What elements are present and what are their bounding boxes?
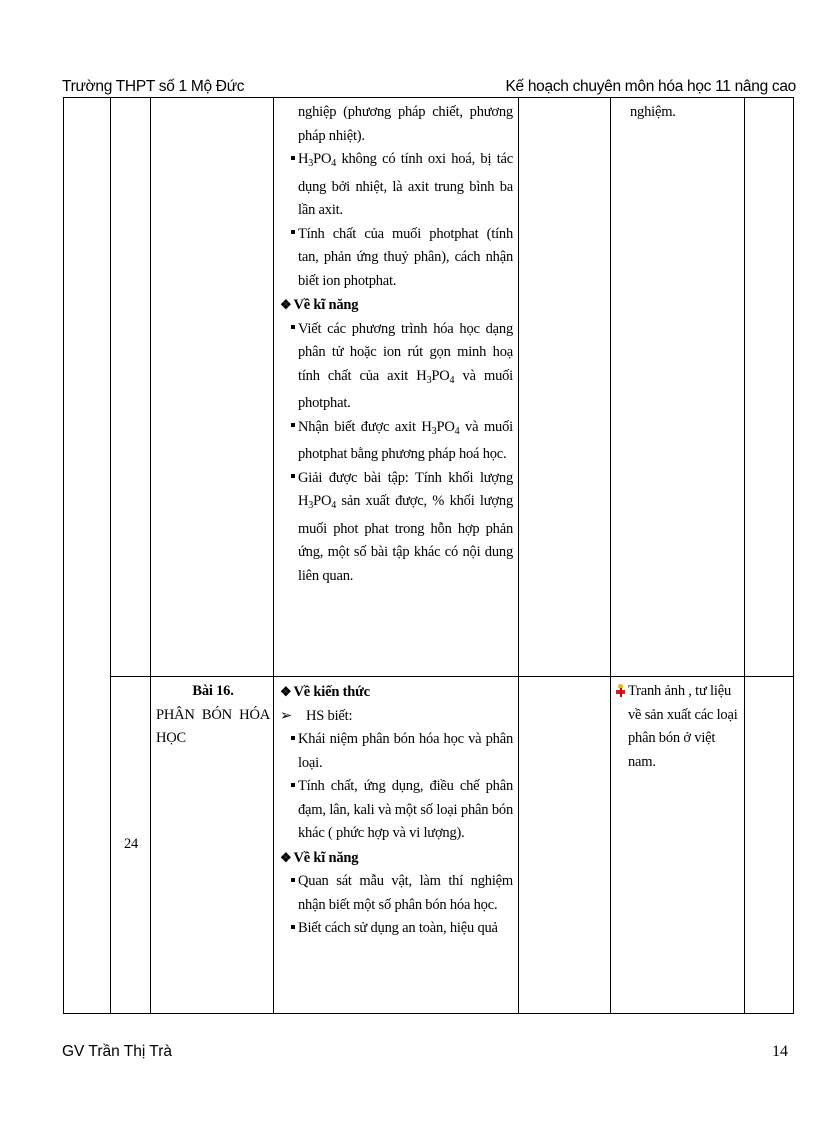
lesson-title: Bài 16. <box>192 683 234 699</box>
col-divider-1 <box>110 97 111 1013</box>
col-divider-5 <box>610 97 611 1013</box>
row2-content-cell <box>280 680 513 941</box>
row2-number: 24 <box>123 836 139 852</box>
skill-bullet: Viết các phương trình hóa học dạng phân tử hoặc ion rút gọn minh hoạ tính chất của axit $H_3PO_4$ và muối photphat. <box>280 318 513 416</box>
content-bullet: $H_3PO_4$ không có tính oxi hoá, bị tác dụng bởi nhiệt, là axit trung bình ba lần axit. <box>280 148 513 223</box>
arrow-icon: ➢ <box>280 707 292 724</box>
skill-bullet: Nhận biết được axit $H_3PO_4$ và muối photphat bằng phương pháp hoá học. <box>280 416 513 467</box>
row-divider <box>110 676 794 677</box>
knowledge-bullet: Khái niệm phân bón hóa học và phân loại. <box>280 728 513 775</box>
skill-bullet: Biết cách sử dụng an toàn, hiệu quả <box>280 917 513 941</box>
lesson-name: PHÂN BÓN HÓA HỌC <box>156 706 270 746</box>
knowledge-bullet: Tính chất, ứng dụng, điều chế phân đạm, lân, kali và một số loại phân bón khác ( phức hợp và vi lượng). <box>280 775 513 846</box>
content-line: nghiệp (phương pháp chiết, phương pháp nhiệt). <box>298 104 513 144</box>
col-divider-6 <box>744 97 745 1013</box>
row1-resources-cell <box>630 101 740 125</box>
skills-heading: ❖ Về kĩ năng <box>280 849 359 866</box>
row2-resources-cell <box>616 680 740 774</box>
row2-lesson-cell <box>156 680 270 751</box>
resources-text: Tranh ảnh , tư liệu về sản xuất các loại phân bón ở việt nam. <box>616 680 740 774</box>
footer-teacher: GV Trần Thị Trà <box>62 1043 172 1060</box>
page-number: 14 <box>772 1043 788 1060</box>
resources-text: nghiệm. <box>630 104 676 120</box>
row1-content-cell <box>280 101 513 588</box>
header-plan-title: Kế hoạch chuyên môn hóa học 11 nâng cao <box>505 78 796 95</box>
header-school: Trường THPT số 1 Mộ Đức <box>62 78 245 95</box>
skill-bullet: Quan sát mẫu vật, làm thí nghiệm nhận biết một số phân bón hóa học. <box>280 870 513 917</box>
skills-heading: ❖ Về kĩ năng <box>280 297 359 313</box>
content-bullet: Tính chất của muối photphat (tính tan, phản ứng thuỷ phân), cách nhận biết ion photphat. <box>280 223 513 294</box>
knowledge-heading: ❖ Về kiến thức <box>280 684 370 700</box>
col-divider-4 <box>518 97 519 1013</box>
lesson-table <box>63 97 794 1014</box>
pin-icon <box>616 684 625 697</box>
skill-bullet: Giải được bài tập: Tính khối lượng $H_3PO_4$ sản xuất được, % khối lượng muối phot phat trong hỗn hợp phản ứng, một số bài tập khác có nội dung liên quan. <box>280 467 513 589</box>
knowledge-intro: ➢ HS biết: <box>280 705 513 729</box>
col-divider-2 <box>150 97 151 1013</box>
col-divider-3 <box>273 97 274 1013</box>
